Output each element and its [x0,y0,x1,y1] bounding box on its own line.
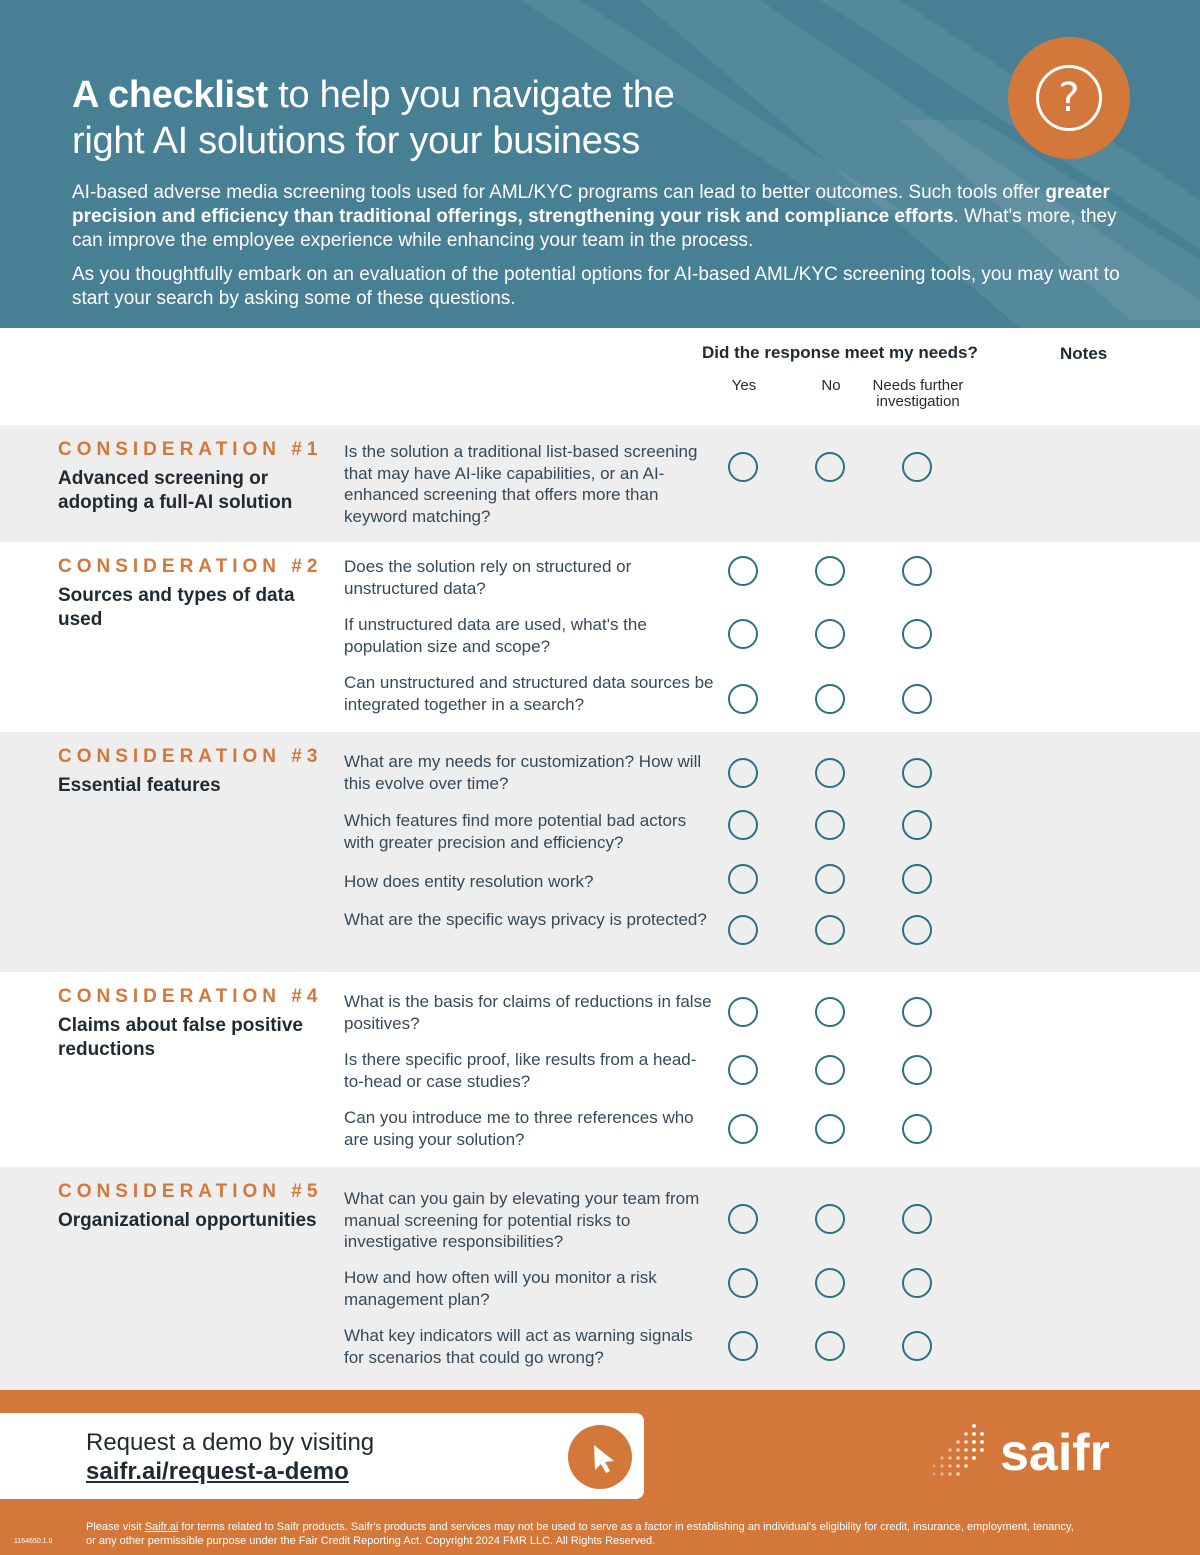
yes-radio[interactable] [728,997,758,1027]
question-text: Is there specific proof, like results from a head-to-head or case studies? [344,1050,697,1091]
needs-investigation-radio[interactable] [902,810,932,840]
consideration-label: CONSIDERATION #2 [58,556,323,577]
no-radio[interactable] [815,758,845,788]
consideration-3-section [0,732,1200,972]
yes-radio[interactable] [728,1204,758,1234]
no-radio[interactable] [815,915,845,945]
consideration-title: Advanced screening or adopting a full-AI solution [58,468,293,513]
question-text: What are the specific ways privacy is protected? [344,910,707,929]
consideration-1-section [0,425,1200,542]
no-radio[interactable] [815,684,845,714]
no-radio[interactable] [815,1055,845,1085]
needs-investigation-radio[interactable] [902,1204,932,1234]
saifr-logo [928,1424,1138,1484]
consideration-label: CONSIDERATION #1 [58,439,323,460]
question-text: Can you introduce me to three references who are using your solution? [344,1108,694,1149]
needs-investigation-radio[interactable] [902,864,932,894]
legal-disclaimer: Please visit Saifr.ai for terms related to Saifr products. Saifr's products and services may not be used to serve as a factor in establishing an individual's eligibility for credit, insurance, employment, tenancy, or any other permissible purpose under the Fair Credit Reporting Act. Copyright 2024 FMR LLC. All Rights Reserved. [86,1521,1074,1547]
question-text: How does entity resolution work? [344,872,594,891]
question-text: What can you gain by elevating your team from manual screening for potential risks to investigative responsibilities? [344,1189,700,1251]
needs-investigation-radio[interactable] [902,1331,932,1361]
question-text: How and how often will you monitor a risk management plan? [344,1268,657,1309]
needs-investigation-radio[interactable] [902,1268,932,1298]
question-text: Does the solution rely on structured or unstructured data? [344,557,632,598]
consideration-5-section [0,1167,1200,1390]
consideration-label: CONSIDERATION #5 [58,1181,323,1202]
saifr-terms-link[interactable]: Saifr.ai [144,1521,179,1533]
question-text: What are my needs for customization? How will this evolve over time? [344,752,702,793]
no-column-label: No [821,377,841,394]
yes-radio[interactable] [728,1268,758,1298]
needs-investigation-radio[interactable] [902,758,932,788]
brand-name: saifr [1000,1424,1110,1482]
consideration-label: CONSIDERATION #3 [58,746,323,767]
needs-investigation-radio[interactable] [902,1114,932,1144]
question-text: Which features find more potential bad actors with greater precision and efficiency? [344,811,687,852]
request-demo-text: Request a demo by visiting [86,1429,375,1456]
cursor-arrow-icon[interactable] [568,1425,632,1489]
notes-column-header: Notes [1060,344,1108,363]
intro-text: AI-based adverse media screening tools used for AML/KYC programs can lead to better outcomes. Such tools offer greater precision and efficiency than traditional offerings, strengthening your risk and compliance efforts. What's more, they can improve the employee experience while enhancing your team in the process. As you thoughtfully embark on an evaluation of the potential options for AI-based AML/KYC screening tools, you may want to start your search by asking some of these questions. [72,182,1120,309]
request-demo-link[interactable]: saifr.ai/request-a-demo [86,1458,349,1485]
no-radio[interactable] [815,452,845,482]
needs-investigation-radio[interactable] [902,1055,932,1085]
needs-further-investigation-label: Needs further investigation [872,377,964,410]
needs-investigation-radio[interactable] [902,915,932,945]
consideration-4-section [0,972,1200,1167]
yes-radio[interactable] [728,915,758,945]
consideration-title: Organizational opportunities [58,1210,317,1231]
consideration-label: CONSIDERATION #4 [58,986,323,1007]
no-radio[interactable] [815,810,845,840]
no-radio[interactable] [815,1268,845,1298]
needs-investigation-radio[interactable] [902,684,932,714]
yes-radio[interactable] [728,810,758,840]
no-radio[interactable] [815,1204,845,1234]
no-radio[interactable] [815,1114,845,1144]
consideration-title: Sources and types of data used [58,585,295,630]
question-text: If unstructured data are used, what's the population size and scope? [344,615,647,656]
yes-radio[interactable] [728,556,758,586]
yes-radio[interactable] [728,684,758,714]
response-column-header: Did the response meet my needs? [702,343,978,362]
yes-radio[interactable] [728,1331,758,1361]
yes-radio[interactable] [728,1114,758,1144]
question-text: Is the solution a traditional list-based screening that may have AI-like capabilities, or an AI-enhanced screening that offers more than keyword matching? [344,442,698,526]
needs-investigation-radio[interactable] [902,452,932,482]
yes-radio[interactable] [728,452,758,482]
yes-radio[interactable] [728,758,758,788]
footer [0,1390,1200,1555]
yes-radio[interactable] [728,1055,758,1085]
question-text: What key indicators will act as warning signals for scenarios that could go wrong? [344,1326,693,1367]
yes-radio[interactable] [728,619,758,649]
request-demo-card [0,1413,644,1499]
header-banner [0,0,1200,328]
no-radio[interactable] [815,864,845,894]
yes-radio[interactable] [728,864,758,894]
question-text: Can unstructured and structured data sources be integrated together in a search? [344,673,714,714]
yes-column-label: Yes [731,377,757,394]
needs-investigation-radio[interactable] [902,997,932,1027]
question-text: What is the basis for claims of reductions in false positives? [344,992,712,1033]
document-code: 1164650.1.0 [14,1538,53,1545]
consideration-title: Essential features [58,775,221,796]
no-radio[interactable] [815,997,845,1027]
question-circle-icon: ? [1008,37,1130,159]
needs-investigation-radio[interactable] [902,556,932,586]
saifr-dots-icon [928,1424,998,1484]
consideration-2-section [0,542,1200,732]
needs-investigation-radio[interactable] [902,619,932,649]
consideration-title: Claims about false positive reductions [58,1015,303,1060]
no-radio[interactable] [815,556,845,586]
no-radio[interactable] [815,1331,845,1361]
no-radio[interactable] [815,619,845,649]
page-title: A checklist to help you navigate the right AI solutions for your business [72,74,675,162]
